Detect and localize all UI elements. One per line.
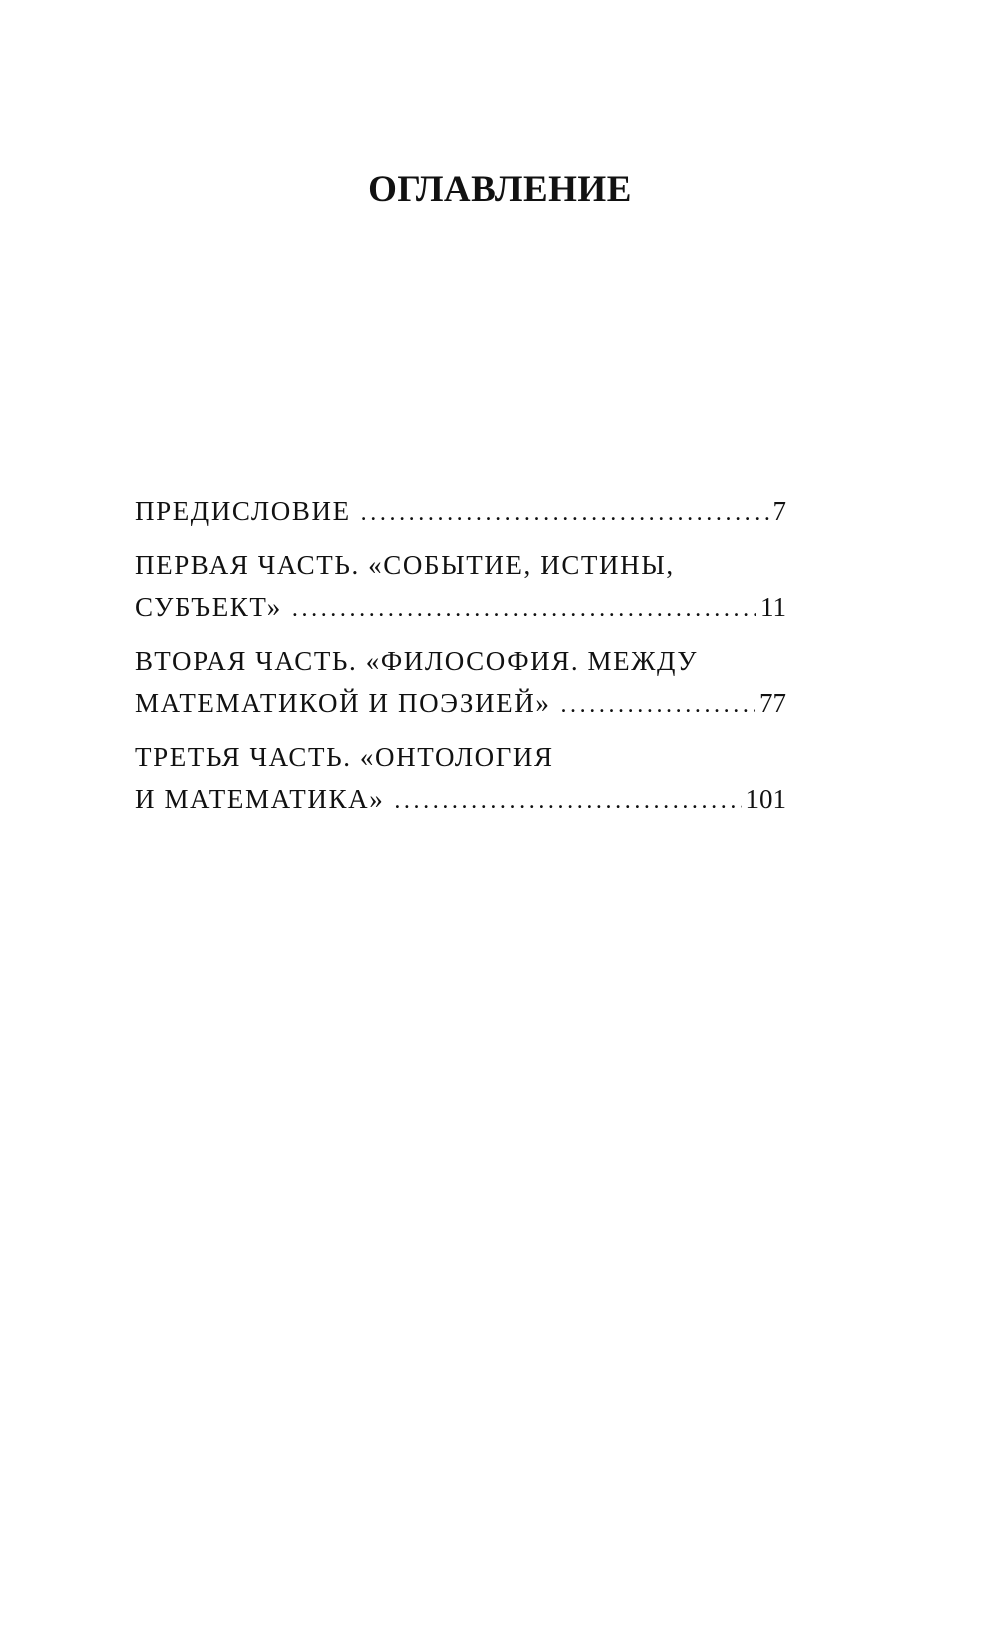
toc-entry-title-line: ВТОРАЯ ЧАСТЬ. «ФИЛОСОФИЯ. МЕЖДУ xyxy=(135,646,699,676)
toc-entry-title: И МАТЕМАТИКА» xyxy=(135,784,385,814)
toc-entry-preface[interactable] xyxy=(135,490,786,534)
dot-leader xyxy=(361,492,769,534)
dot-leader xyxy=(292,588,756,630)
toc-page-number: 11 xyxy=(760,592,786,622)
toc-page-number: 77 xyxy=(759,688,786,718)
page-title: ОГЛАВЛЕНИЕ xyxy=(368,169,632,210)
toc-entry-part-3[interactable] xyxy=(135,736,786,822)
toc-entry-title-line: ПЕРВАЯ ЧАСТЬ. «СОБЫТИЕ, ИСТИНЫ, xyxy=(135,550,675,580)
toc-entry-title-line xyxy=(135,778,786,822)
toc-entry-title-line xyxy=(135,682,786,726)
toc-entry-title-line xyxy=(135,490,786,534)
toc-entry-title: МАТЕМАТИКОЙ И ПОЭЗИЕЙ» xyxy=(135,688,551,718)
toc-entry-part-2[interactable] xyxy=(135,640,786,726)
toc-entry-title: СУБЪЕКТ» xyxy=(135,592,282,622)
dot-leader xyxy=(560,684,755,726)
dot-leader xyxy=(394,780,741,822)
toc-entry-part-1[interactable] xyxy=(135,544,786,630)
toc-page-number: 7 xyxy=(772,496,786,526)
toc-page-number: 101 xyxy=(745,784,786,814)
toc-entry-title-line: ТРЕТЬЯ ЧАСТЬ. «ОНТОЛОГИЯ xyxy=(135,742,554,772)
table-of-contents xyxy=(135,490,786,822)
toc-entry-title: ПРЕДИСЛОВИЕ xyxy=(135,496,351,526)
toc-entry-title-line xyxy=(135,586,786,630)
